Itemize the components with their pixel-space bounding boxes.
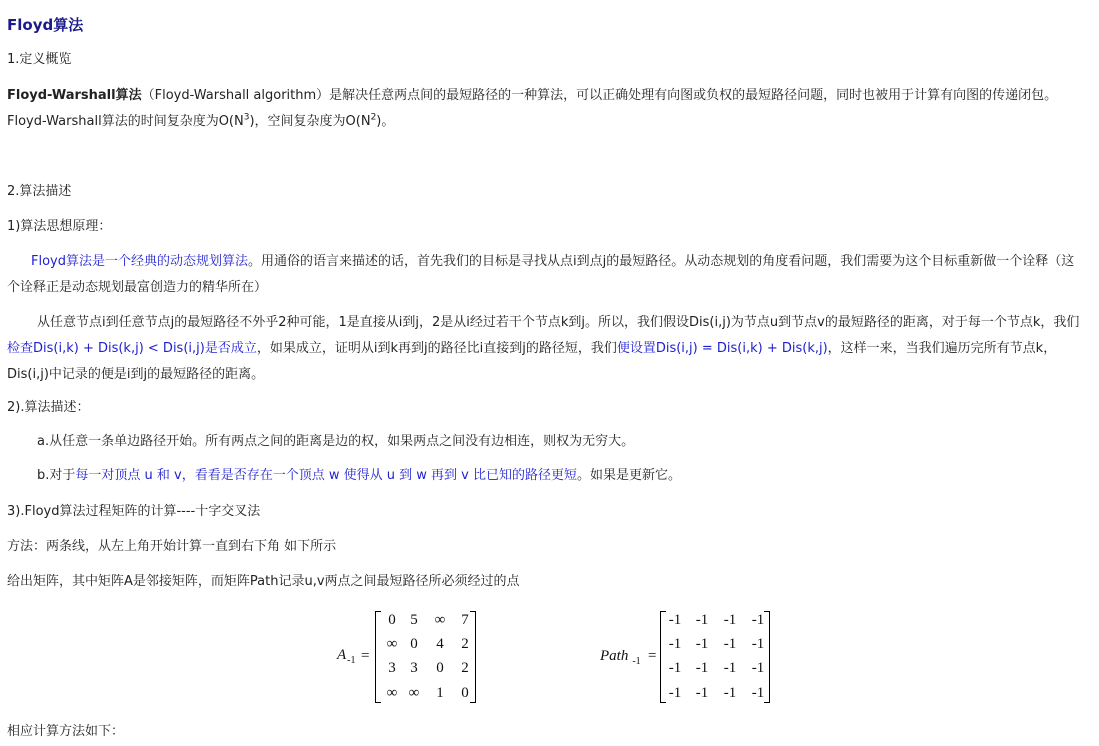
matrix-cell: -1: [695, 660, 709, 676]
matrix-cell: 3: [410, 660, 418, 676]
matrix-a-label: $A_{-1}$: [337, 647, 356, 666]
matrix-cell: -1: [723, 612, 737, 628]
matrix-cell: 2: [461, 636, 469, 652]
principle-text: ，如果成立，证明从i到k再到j的路径比i直接到j的路径短，我们: [256, 341, 617, 356]
given-text: 给出矩阵，其中矩阵A是邻接矩阵，而矩阵Path记录u,v两点之间最短路径所必须经过的点: [7, 574, 520, 589]
matrix-path-label: Path $_{-1}$: [600, 648, 641, 667]
definition-text: )。: [376, 114, 395, 129]
matrix-path-equals: =: [648, 648, 657, 664]
step-a: a.从任意一条单边路径开始。所有两点之间的距离是边的权，如果两点之间没有边相连，则权为无穷大。: [37, 434, 635, 449]
matrix-a-subscript: -1: [347, 655, 356, 666]
principle-highlight-set: 便设置Dis(i,j) = Dis(i,k) + Dis(k,j): [616, 341, 828, 356]
matrix-path-subscript: -1: [632, 656, 641, 667]
step-b-suffix: 。如果是更新它。: [576, 468, 681, 483]
section-heading-description: 2.算法描述: [7, 184, 72, 199]
principle-paragraph-2: [7, 310, 1087, 388]
step-b-prefix: b.对于: [37, 468, 76, 483]
matrix-cell: ∞: [408, 685, 420, 701]
matrix-cell: 1: [436, 685, 444, 701]
matrix-cell: 2: [461, 660, 469, 676]
matrix-cell: -1: [668, 636, 682, 652]
definition-text: )，空间复杂度为O(N: [249, 114, 371, 129]
time-complexity-exponent: 3: [243, 112, 250, 123]
matrix-cell: -1: [723, 660, 737, 676]
subheading-principle: 1)算法思想原理：: [7, 219, 112, 234]
definition-paragraph: [7, 83, 1087, 135]
step-b-highlight: 每一对顶点 u 和 v，看看是否存在一个顶点 w 使得从 u 到 w 再到 v 比已知的路径更短: [75, 468, 577, 483]
matrix-cell: ∞: [386, 636, 398, 652]
matrix-cell: -1: [695, 636, 709, 652]
matrix-cell: -1: [751, 660, 765, 676]
matrix-cell: -1: [668, 685, 682, 701]
principle-text: ，这样一来，当我们遍历完所有节点k，Dis(i,j)中记录的便是i到j的最短路径的距离。: [7, 341, 1057, 382]
matrix-cell: -1: [723, 685, 737, 701]
matrix-cell: -1: [751, 612, 765, 628]
matrix-cell: 7: [461, 612, 469, 628]
principle-highlight: Floyd算法是一个经典的动态规划算法: [31, 254, 248, 269]
matrix-cell: 0: [461, 685, 469, 701]
matrix-cell: 0: [388, 612, 396, 628]
subheading-algorithm: 2).算法描述：: [7, 400, 90, 415]
definition-text: （Floyd-Warshall algorithm）是解决任意两点间的最短路径的一种算法，可以正确处理有向图或负权的最短路径问题，同时也被用于计算有向图的传递闭包。Floyd-Warshall算法的时间复杂度为O(N: [7, 88, 1058, 129]
matrix-cell: 0: [436, 660, 444, 676]
matrix-cell: -1: [751, 685, 765, 701]
matrix-cell: -1: [668, 660, 682, 676]
page-title: Floyd算法: [7, 16, 84, 34]
principle-paragraph-1: [7, 249, 1087, 301]
matrix-a-equals: =: [361, 648, 370, 664]
space-complexity-exponent: 2: [370, 112, 377, 123]
matrix-cell: 4: [436, 636, 444, 652]
matrix-cell: 3: [388, 660, 396, 676]
matrix-cell: -1: [668, 612, 682, 628]
matrix-cell: ∞: [386, 685, 398, 701]
matrix-cell: 0: [410, 636, 418, 652]
matrix-cell: -1: [695, 612, 709, 628]
principle-text: 从任意节点i到任意节点j的最短路径不外乎2种可能，1是直接从i到j，2是从i经过若干个节点k到j。所以，我们假设Dis(i,j)为节点u到节点v的最短路径的距离，对于每一个节点k，我们: [37, 315, 1080, 330]
definition-term: Floyd-Warshall算法: [7, 88, 142, 103]
matrix-cell: 5: [410, 612, 418, 628]
matrix-cell: -1: [723, 636, 737, 652]
matrix-cell: -1: [695, 685, 709, 701]
section-heading-definition: 1.定义概览: [7, 52, 72, 67]
step-b: [37, 467, 681, 485]
method-text: 方法：两条线，从左上角开始计算一直到右下角 如下所示: [7, 539, 337, 554]
matrix-cell: -1: [751, 636, 765, 652]
principle-text: 。用通俗的语言来描述的话，首先我们的目标是寻找从点i到点j的最短路径。从动态规划的角度看问题，我们需要为这个目标重新做一个诠释（这个诠释正是动态规划最富创造力的精华所在）: [7, 254, 1075, 295]
matrix-cell: ∞: [434, 612, 446, 628]
subheading-matrix: 3).Floyd算法过程矩阵的计算----十字交叉法: [7, 504, 261, 519]
principle-highlight-check: 检查Dis(i,k) + Dis(k,j) < Dis(i,j)是否成立: [7, 341, 257, 356]
footer-text: 相应计算方法如下：: [7, 724, 125, 739]
